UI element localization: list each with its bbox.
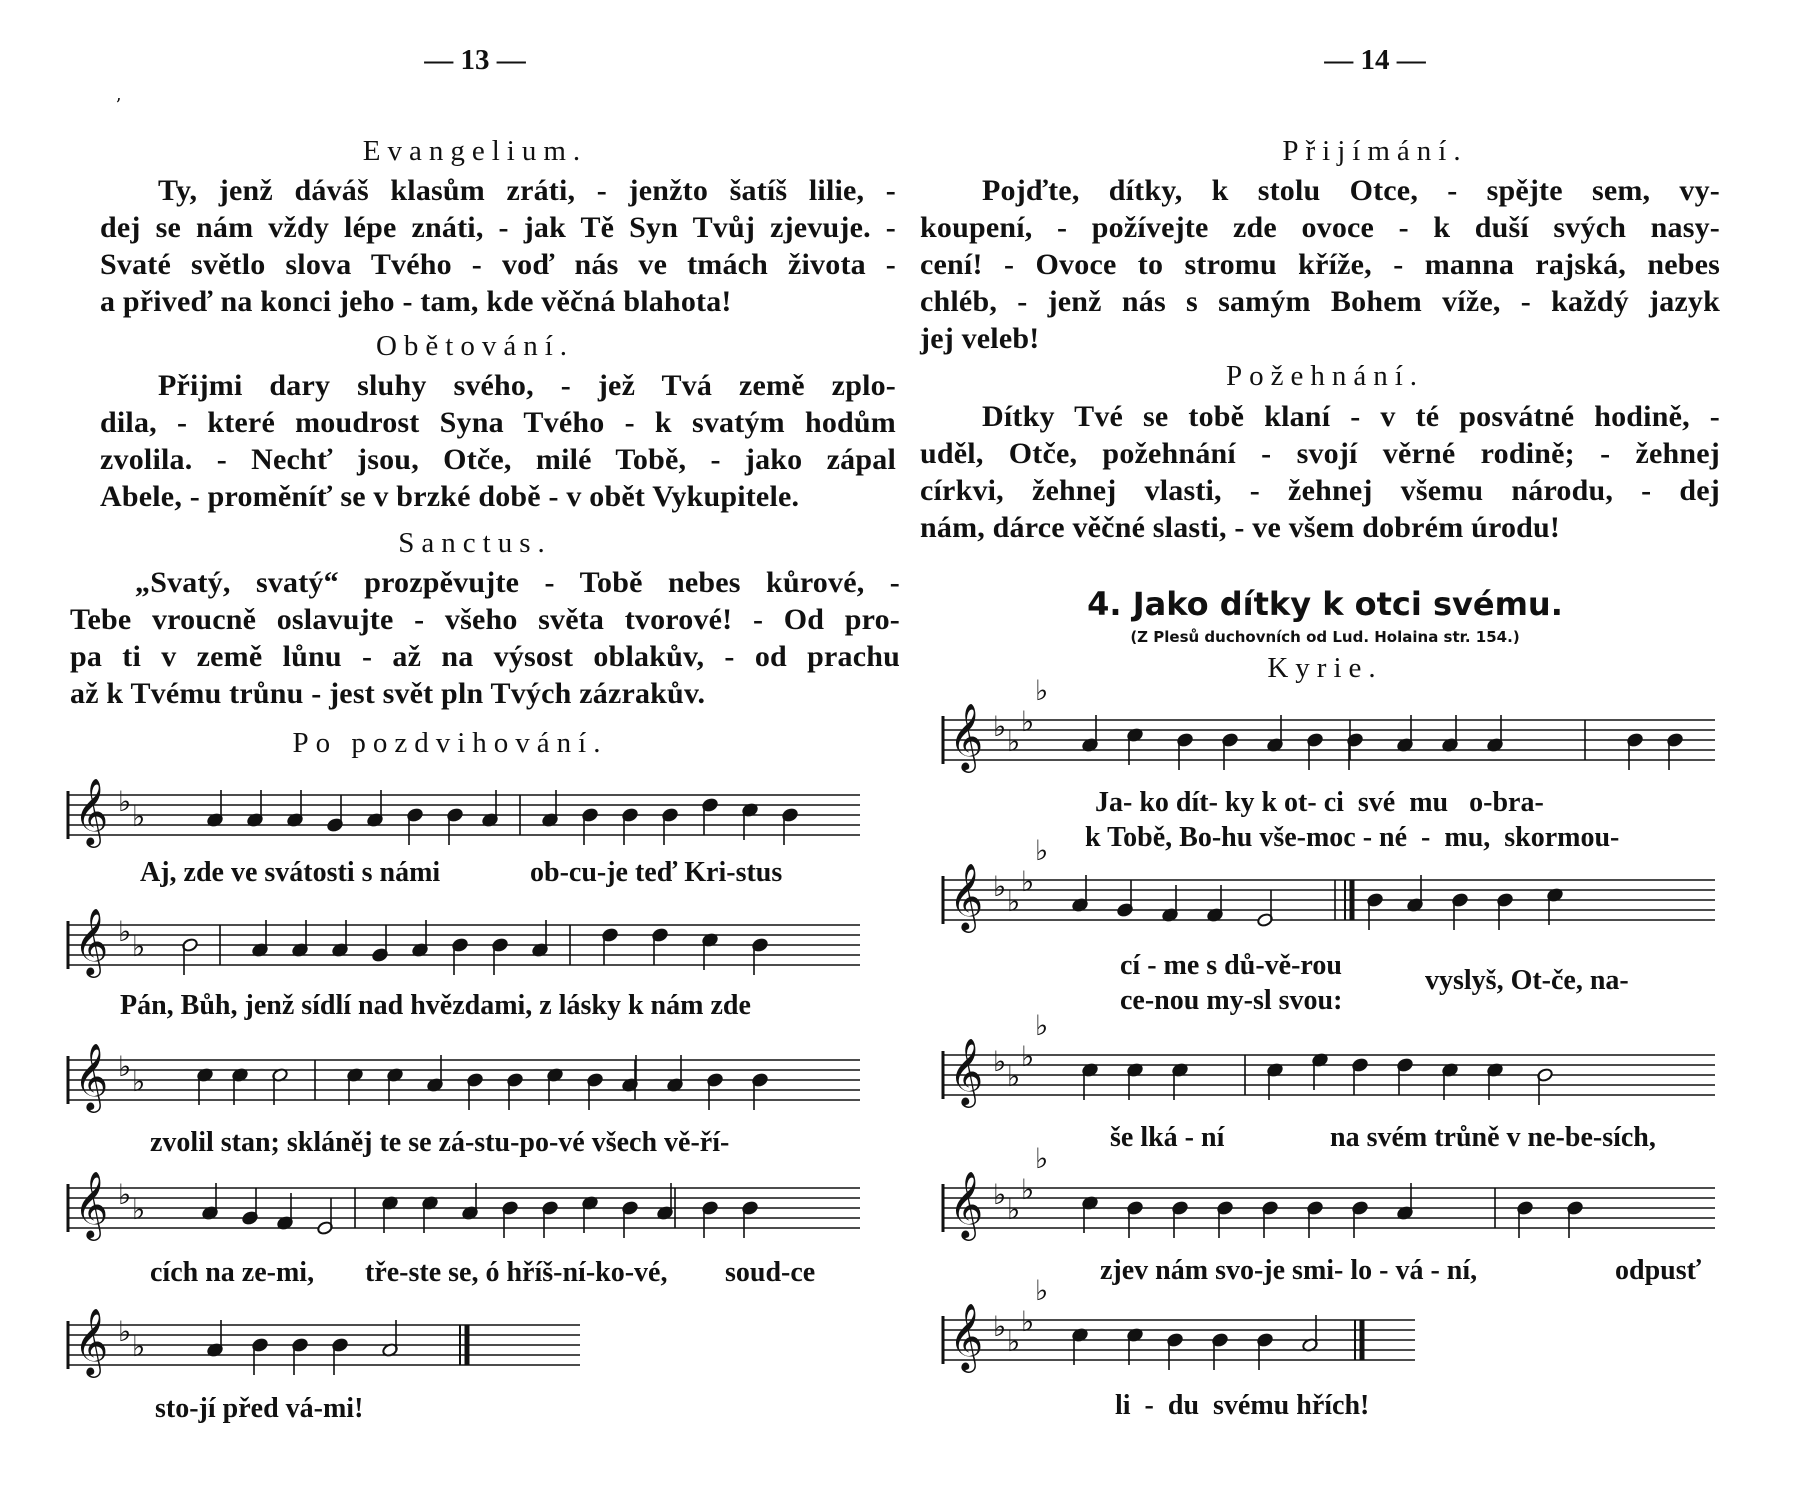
flat-icon: ♭ [118, 915, 132, 948]
flat-icon: ♭ [993, 870, 1007, 903]
obetovani-heading: Obětování. [375, 330, 575, 362]
flat-icon: ♭ [993, 1310, 1007, 1343]
lyric-line: na svém trůně v ne-be-sích, [1330, 1122, 1656, 1153]
lyric-line: še lká - ní [1110, 1122, 1225, 1153]
lyric-line: cí - me s dů-vě-rou [1120, 950, 1342, 981]
lyric-line: vyslyš, Ot-če, na- [1425, 965, 1629, 996]
music-staff [935, 1142, 1715, 1258]
lyric-line: Ja- ko dít- ky k ot- ci své mu o-bra- [1095, 787, 1544, 818]
flat-icon: ♭ [1021, 1305, 1035, 1338]
flat-icon: ♭ [118, 785, 132, 818]
lyric-line: zvolil stan; skláněj te se zá-stu-po-vé všech vě-ří- [150, 1127, 730, 1158]
flat-icon: ♭ [1021, 1173, 1035, 1206]
treble-clef-icon: 𝄞 [74, 1042, 109, 1110]
flat-icon: ♭ [1021, 1040, 1035, 1073]
lyric-line: ob-cu-je teď Kri-stus [530, 857, 783, 888]
stray-mark: ʼ [115, 95, 121, 116]
treble-clef-icon: 𝄞 [949, 1302, 984, 1370]
right-page [920, 0, 1790, 1500]
flat-icon: ♭ [993, 710, 1007, 743]
flat-icon: ♭ [1035, 1009, 1049, 1042]
music-staff [60, 1305, 580, 1395]
flat-icon: ♭ [132, 1193, 146, 1226]
lyric-line: li - du svému hřích! [1115, 1390, 1370, 1421]
lyric-line: odpusť [1615, 1255, 1702, 1286]
page-number: — 13 — [424, 44, 526, 76]
sanctus-text: „Svatý, svatý“ prozpěvujte - Tobě nebes kůrové, - Tebe vroucně oslavujte - všeho světa tvorové! - Od pro- pa ti v země lůnu - až na výsost oblakův, - od prachu až k Tvému trůnu - jest svět pln Tvých zázrakův. [70, 566, 900, 710]
lyric-line: k Tobě, Bo-hu vše-moc - né - mu, skormou- [1085, 822, 1620, 853]
treble-clef-icon: 𝄞 [74, 777, 109, 845]
flat-icon: ♭ [1035, 1142, 1049, 1175]
flat-icon: ♭ [132, 1065, 146, 1098]
lyric-line: tře-ste se, ó hříš-ní-ko-vé, [365, 1257, 668, 1288]
lyric-line: soud-ce [725, 1257, 816, 1288]
page-number: — 14 — [1324, 44, 1426, 76]
flat-icon: ♭ [1007, 1325, 1021, 1358]
flat-icon: ♭ [1035, 1274, 1049, 1307]
music-staff [60, 775, 860, 865]
music-staff [60, 1040, 860, 1130]
pozehnani-text: Dítky Tvé se tobě klaní - v té posvátné hodině, - uděl, Otče, požehnání - svojí věrné rodině; - žehnej církvi, žehnej vlasti, - žehnej všemu národu, - dej nám, dárce věčné slasti, - ve všem dobrém úrodu! [920, 400, 1720, 544]
music-staff [60, 905, 860, 995]
flat-icon: ♭ [1007, 1193, 1021, 1226]
hymn-title: 4. Jako dítky k otci svému. [1087, 585, 1563, 623]
pozehnani-heading: Požehnání. [1225, 360, 1425, 392]
flat-icon: ♭ [132, 800, 146, 833]
treble-clef-icon: 𝄞 [949, 1037, 984, 1105]
lyric-line: cích na ze-mi, [150, 1257, 315, 1288]
flat-icon: ♭ [1021, 705, 1035, 738]
evangelium-text: Ty, jenž dáváš klasům zráti, - jenžto šatíš lilie, - dej se nám vždy lépe znáti, - jak Tě Syn Tvůj zjevuje. - Svaté světlo slova Tvého - voď nás ve tmách života - a přiveď na konci jeho - tam, kde věčná blahota! [100, 174, 896, 318]
treble-clef-icon: 𝄞 [949, 702, 984, 770]
flat-icon: ♭ [1035, 674, 1049, 707]
treble-clef-icon: 𝄞 [74, 1170, 109, 1238]
flat-icon: ♭ [1021, 865, 1035, 898]
prijimani-heading: Přijímání. [1282, 135, 1468, 167]
lyric-line: sto-jí před vá-mi! [155, 1393, 364, 1424]
prijimani-text: Pojďte, dítky, k stolu Otce, - spějte sem, vy- koupení, - požívejte zde ovoce - k duší svých nasy- cení! - Ovoce to stromu kříže, - manna rajská, nebes chléb, - jenž nás s samým Bohem víže, - každý jazyk jej veleb! [920, 174, 1720, 355]
treble-clef-icon: 𝄞 [74, 907, 109, 975]
lyric-line: Pán, Bůh, jenž sídlí nad hvězdami, z lásky k nám zde [120, 990, 751, 1021]
treble-clef-icon: 𝄞 [949, 862, 984, 930]
hymn-source: (Z Plesů duchovních od Lud. Holaina str. 154.) [1130, 628, 1520, 646]
kyrie-heading: Kyrie. [1267, 652, 1383, 684]
flat-icon: ♭ [993, 1178, 1007, 1211]
obetovani-text: Přijmi dary sluhy svého, - jež Tvá země zplo- dila, - které moudrost Syna Tvého - k svatým hodům zvolila. - Nechť jsou, Otče, milé Tobě, - jako zápal Abele, - proměníť se v brzké době - v obět Vykupitele. [100, 369, 896, 513]
lyric-line: zjev nám svo-je smi- lo - vá - ní, [1100, 1255, 1478, 1286]
po-pozdvihovani-heading: Po pozdvihování. [292, 727, 608, 759]
flat-icon: ♭ [1035, 834, 1049, 867]
flat-icon: ♭ [132, 930, 146, 963]
flat-icon: ♭ [118, 1050, 132, 1083]
flat-icon: ♭ [132, 1330, 146, 1363]
sanctus-heading: Sanctus. [398, 527, 552, 559]
lyric-line: Aj, zde ve svátosti s námi [140, 857, 441, 888]
evangelium-heading: Evangelium. [362, 135, 588, 167]
flat-icon: ♭ [1007, 1060, 1021, 1093]
flat-icon: ♭ [118, 1178, 132, 1211]
lyric-line: ce-nou my-sl svou: [1120, 985, 1343, 1016]
flat-icon: ♭ [118, 1315, 132, 1348]
music-staff [935, 674, 1715, 790]
music-staff [935, 1009, 1715, 1125]
left-page [60, 0, 900, 1500]
flat-icon: ♭ [1007, 725, 1021, 758]
flat-icon: ♭ [993, 1045, 1007, 1078]
flat-icon: ♭ [1007, 885, 1021, 918]
treble-clef-icon: 𝄞 [949, 1170, 984, 1238]
music-staff [60, 1168, 860, 1258]
music-staff [935, 1274, 1415, 1390]
treble-clef-icon: 𝄞 [74, 1307, 109, 1375]
